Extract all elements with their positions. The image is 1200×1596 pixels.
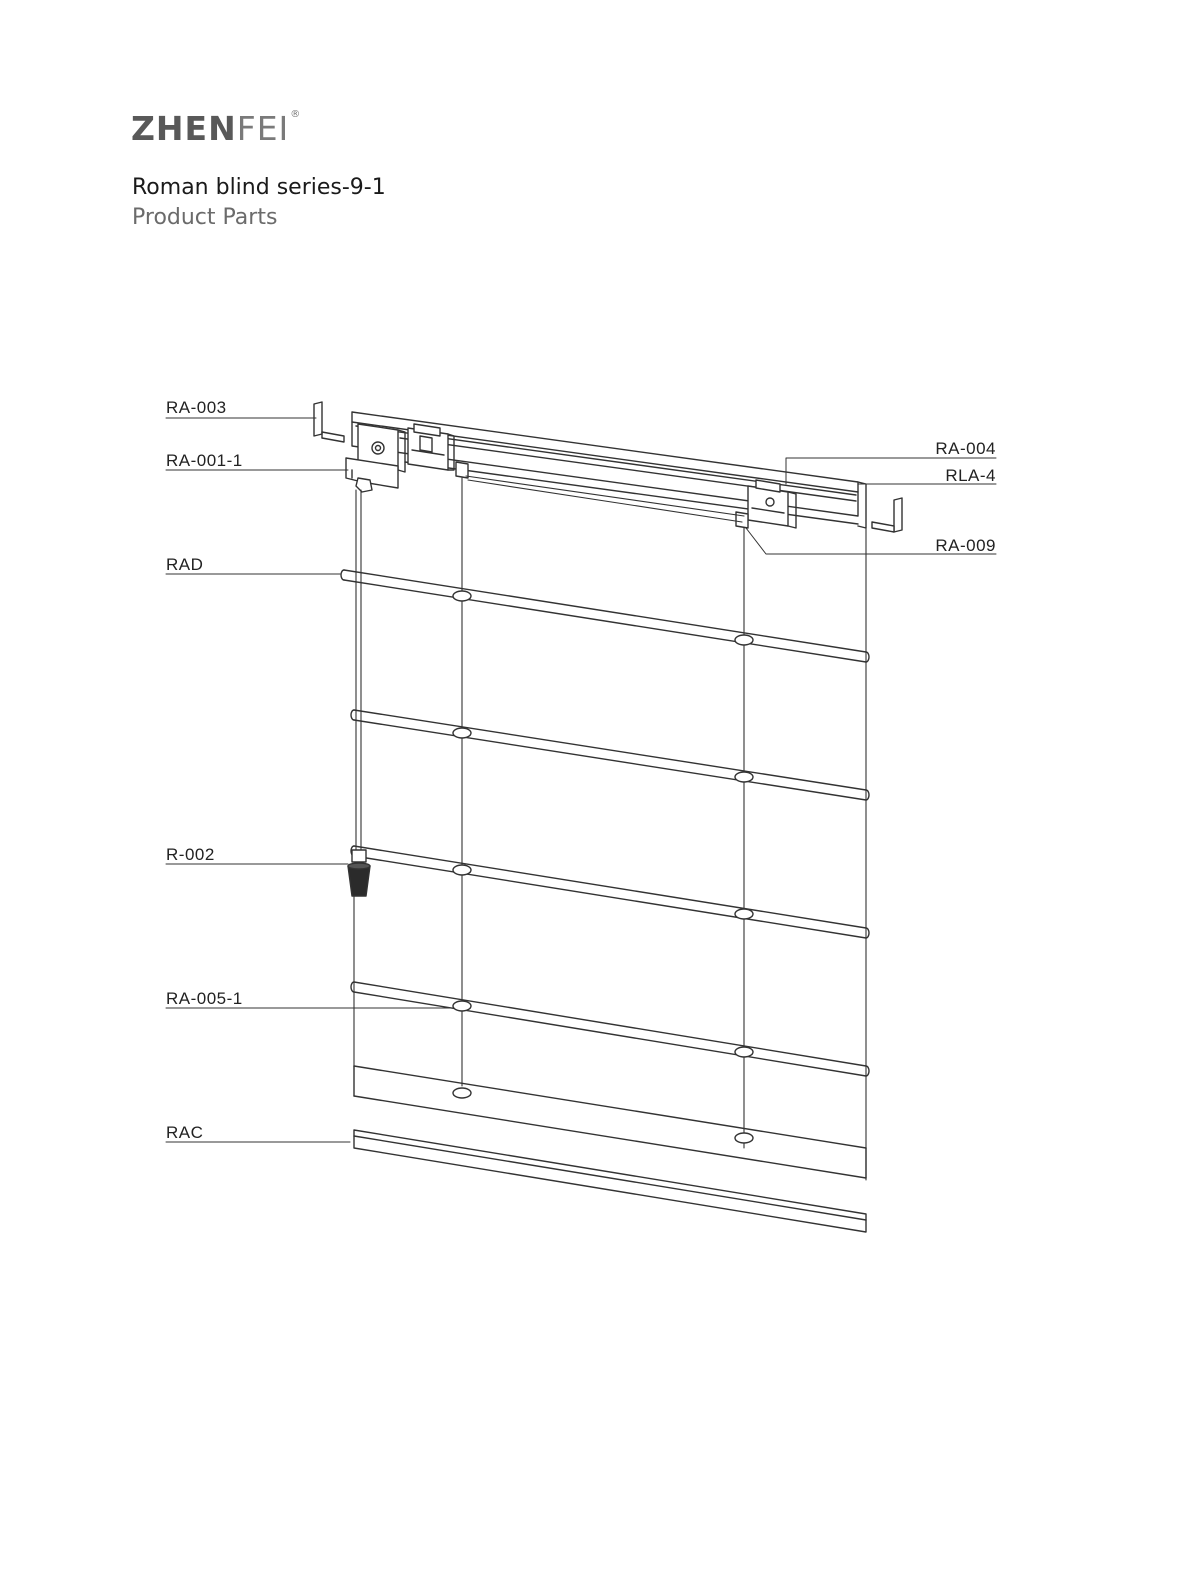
label-ra-003: RA-003 [166,398,227,417]
label-ra-005-1: RA-005-1 [166,989,243,1008]
label-rad: RAD [166,555,204,574]
label-ra-009: RA-009 [935,536,996,555]
label-r-002: R-002 [166,845,215,864]
lift-cords [354,476,866,1180]
brand-logo-light: FEI [236,109,290,148]
label-rac: RAC [166,1123,204,1142]
cord-rings [453,591,753,1143]
blind-rods [341,570,869,1076]
bottom-bar [354,1130,866,1232]
brand-logo-bold: ZHEN [131,109,237,148]
page-subtitle: Product Parts [132,205,278,230]
label-ra-004: RA-004 [935,439,996,458]
registered-mark: ® [290,109,302,120]
cord-lock-right [736,480,796,528]
cord-weight [348,850,370,896]
control-unit [346,424,405,492]
label-rla-4: RLA-4 [945,466,996,485]
part-labels [166,398,996,1142]
label-ra-001-1: RA-001-1 [166,451,243,470]
right-end-bracket [872,498,902,532]
page-title: Roman blind series-9-1 [132,175,386,200]
left-end-bracket [314,402,344,442]
